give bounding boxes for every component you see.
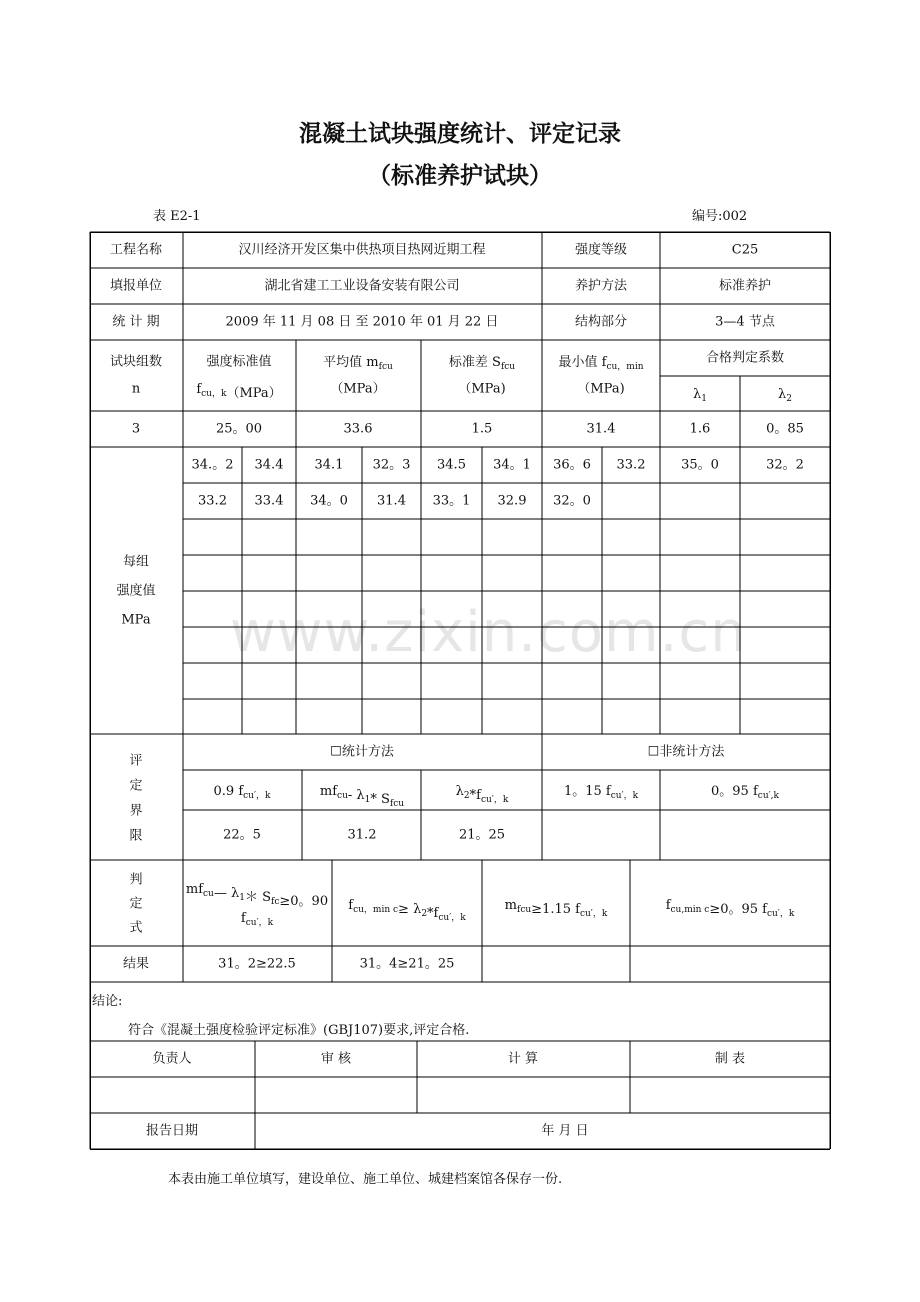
eval-label: 定 <box>129 778 143 794</box>
std-value-formula: $f_{cu,k}(MPa)$ <box>196 381 282 401</box>
limit-formula: 1。15 $f_{cu',k}$ <box>563 783 639 801</box>
footnote: 本表由施工单位填写，建设单位、施工单位、城建档案馆各保存一份. <box>168 1172 563 1187</box>
strength-value: 31.4 <box>377 493 406 509</box>
coef-label: 合格判定系数 <box>705 350 785 366</box>
mean-label: 平均值 $m_{fcu}$ <box>323 354 393 372</box>
result-label: 结果 <box>122 956 150 972</box>
limit-formula: 0。95 $f_{cu',k}$ <box>711 783 779 801</box>
fcuk-value: 25。00 <box>215 421 263 437</box>
strength-value: 34.5 <box>437 457 466 473</box>
sd-value: 1.5 <box>471 421 493 437</box>
unit-value: 湖北省建工工业设备安装有限公司 <box>264 278 460 294</box>
strength-value: 32.9 <box>497 493 527 509</box>
curing-label: 养护方法 <box>574 278 628 294</box>
result-value: 31。4≥21。25 <box>359 956 455 972</box>
result-value: 31。2≥22.5 <box>218 956 296 972</box>
judge-formula: $mf_{cu}—$ $\lambda_1*$ $S_{fc}\ge 0$。90 <box>185 881 329 909</box>
limit-value: 31.2 <box>347 827 377 843</box>
report-date-value: 年 月 日 <box>541 1123 589 1139</box>
strength-value: 32。0 <box>553 493 591 509</box>
limit-value: 22。5 <box>223 827 261 843</box>
limit-value: 21。25 <box>458 827 506 843</box>
strength-value: 34.1 <box>314 457 344 473</box>
strength-value: 35。0 <box>681 457 719 473</box>
report-date-label: 报告日期 <box>145 1123 199 1139</box>
stat-method: ☐统计方法 <box>330 744 394 760</box>
mean-unit: （MPa） <box>330 381 386 397</box>
sign-review: 审 核 <box>320 1051 352 1067</box>
judge-formula: $f_{cu',k}$ <box>240 910 274 928</box>
strength-value: 36。6 <box>553 457 591 473</box>
strength-value: 34.。2 <box>191 457 234 473</box>
sign-responsible: 负责人 <box>152 1051 192 1067</box>
min-value: 31.4 <box>586 421 616 437</box>
mean-value: 33.6 <box>343 421 373 437</box>
table-grid <box>90 232 830 1149</box>
strength-value: 34。0 <box>310 493 348 509</box>
curing-value: 标准养护 <box>718 278 772 294</box>
groups-label: 试块组数 <box>109 354 163 370</box>
judge-formula: $f_{cu,min c}\ge 0$。95 $f_{cu',k}$ <box>665 897 795 919</box>
form-title: 混凝土试块强度统计、评定记录 <box>299 121 621 147</box>
lambda2-value: 0。85 <box>766 421 804 437</box>
project-value: 汉川经济开发区集中供热项目热网近期工程 <box>238 242 486 258</box>
form-id: 表 E2-1 <box>153 209 201 224</box>
eval-label: 限 <box>129 828 143 844</box>
lambda1-value: 1.6 <box>689 421 711 437</box>
std-value-label: 强度标准值 <box>206 354 272 370</box>
groups-count: 3 <box>131 421 141 437</box>
lambda2-label: $\lambda_2$ <box>778 386 792 404</box>
judge-label: 定 <box>129 896 143 912</box>
limit-formula: $mf_{cu}-$ $\lambda_1*$ $S_{fcu}$ <box>319 783 405 809</box>
grade-label: 强度等级 <box>574 242 628 258</box>
period-value: 2009 年 11 月 08 日 至 2010 年 01 月 22 日 <box>225 314 499 330</box>
conclusion-text: 符合《混凝土强度检验评定标准》(GBJ107)要求,评定合格. <box>128 1023 470 1038</box>
strength-value: 34.4 <box>254 457 284 473</box>
grade-value: C25 <box>731 242 759 258</box>
strength-value: 32。3 <box>372 457 411 473</box>
project-label: 工程名称 <box>109 242 163 258</box>
eval-label: 界 <box>129 803 143 819</box>
judge-label: 判 <box>129 872 143 888</box>
each-group-label: 每组 <box>122 554 150 570</box>
nonstat-method: ☐非统计方法 <box>647 744 725 760</box>
sign-calc: 计 算 <box>507 1051 539 1067</box>
each-group-label: MPa <box>121 612 151 628</box>
conclusion-label: 结论: <box>92 994 123 1009</box>
sd-unit: （MPa) <box>458 381 506 397</box>
limit-formula: 0.9 $f_{cu',k}$ <box>213 783 271 801</box>
serial-number: 编号:002 <box>692 209 748 224</box>
unit-label: 填报单位 <box>109 278 163 294</box>
part-value: 3—4 节点 <box>715 314 775 330</box>
strength-value: 33.2 <box>616 457 646 473</box>
sign-make: 制 表 <box>714 1051 746 1067</box>
min-label: 最小值 $f_{cu,min}$ <box>558 354 644 372</box>
judge-formula: $m_{fcu}\ge 1.15$ $f_{cu',k}$ <box>504 897 608 919</box>
watermark: www.zixin.com.cn <box>230 600 747 665</box>
strength-value: 34。1 <box>493 457 531 473</box>
strength-value: 33.4 <box>254 493 284 509</box>
sd-label: 标准差 $S_{fcu}$ <box>448 354 516 372</box>
period-label: 统 计 期 <box>112 314 160 330</box>
eval-label: 评 <box>129 753 143 769</box>
lambda1-label: $\lambda_1$ <box>693 386 707 404</box>
part-label: 结构部分 <box>574 314 628 330</box>
min-unit: （MPa) <box>577 381 625 397</box>
each-group-label: 强度值 <box>116 583 156 599</box>
judge-formula: $f_{cu,min c}\ge \lambda_2*f_{cu',k}$ <box>348 897 466 923</box>
limit-formula: $\lambda_2*f_{cu',k}$ <box>455 783 509 805</box>
judge-label: 式 <box>129 920 143 936</box>
form-subtitle: （标准养护试块） <box>368 163 552 189</box>
strength-value: 32。2 <box>766 457 804 473</box>
groups-symbol: n <box>131 381 141 397</box>
strength-value: 33。1 <box>432 493 471 509</box>
strength-value: 33.2 <box>198 493 227 509</box>
